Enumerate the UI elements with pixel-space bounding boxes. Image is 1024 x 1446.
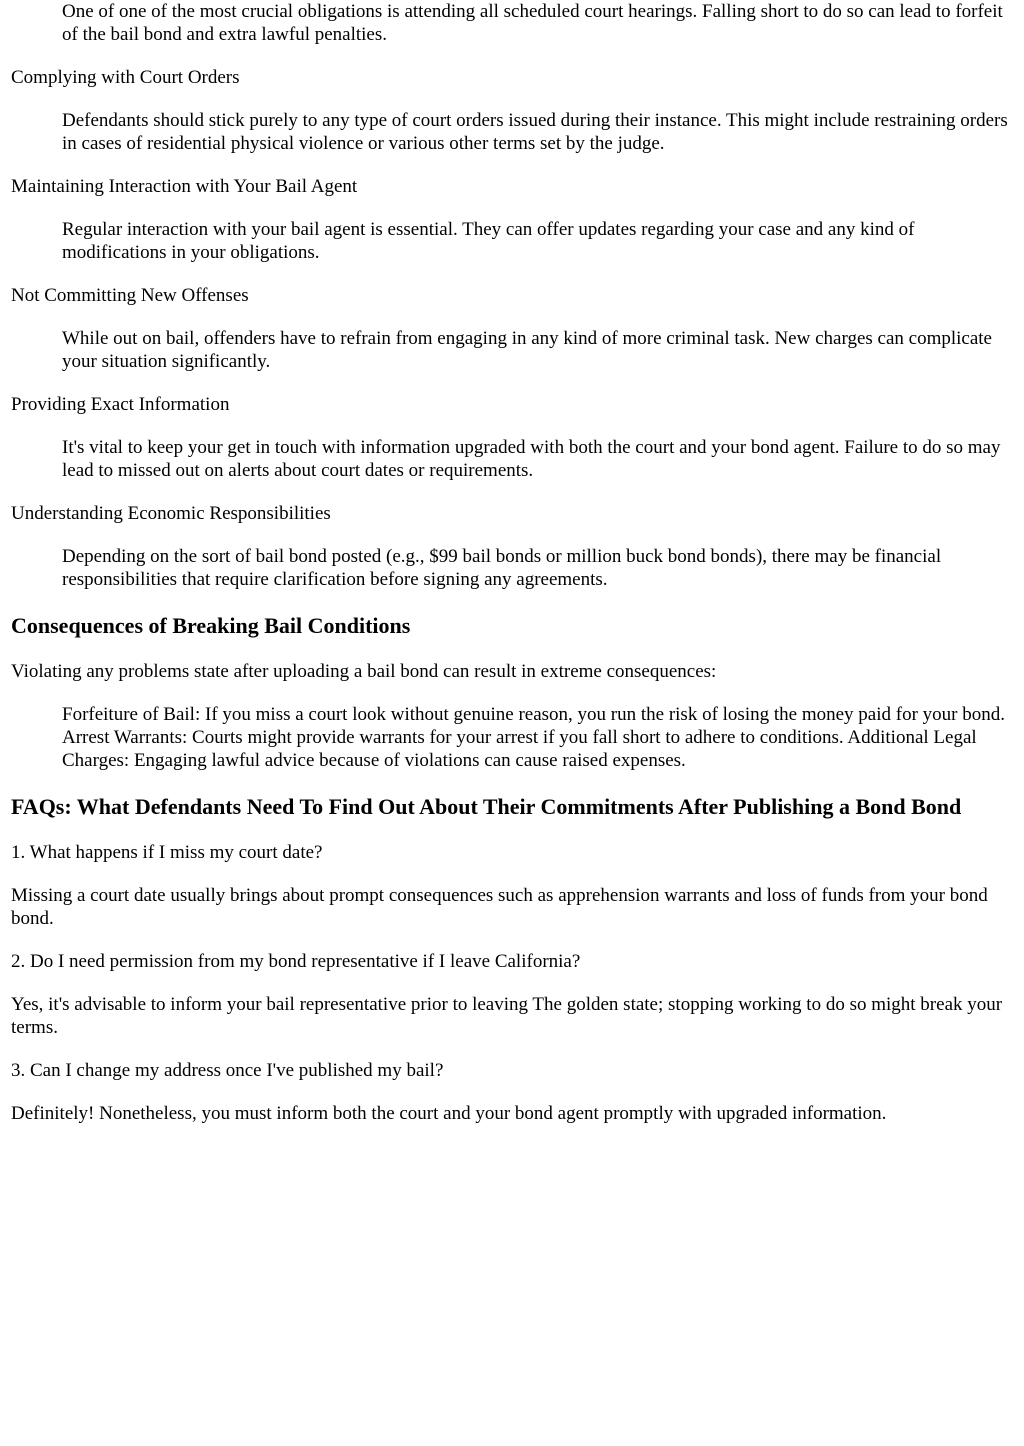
- faqs-heading: FAQs: What Defendants Need To Find Out About Their Commitments After Publishing a Bond Bond: [11, 794, 962, 819]
- obligation-title: Not Committing New Offenses: [11, 285, 249, 306]
- obligation-title: Maintaining Interaction with Your Bail Agent: [11, 176, 358, 197]
- consequences-intro: Violating any problems state after uploading a bail bond can result in extreme consequences:: [11, 661, 717, 682]
- faq-answer: Missing a court date usually brings about prompt consequences such as apprehension warrants and loss of funds from your bond bond.: [11, 885, 988, 929]
- faq-question: 1. What happens if I miss my court date?: [11, 842, 323, 863]
- faq-question: 3. Can I change my address once I've published my bail?: [11, 1060, 444, 1081]
- obligation-description: Defendants should stick purely to any type of court orders issued during their instance. This might include restraining orders in cases of residential physical violence or various other terms set by the judge.: [62, 110, 1008, 154]
- obligation-description: While out on bail, offenders have to refrain from engaging in any kind of more criminal task. New charges can complicate your situation significantly.: [62, 328, 992, 372]
- faq-answer: Definitely! Nonetheless, you must inform both the court and your bond agent promptly with upgraded information.: [11, 1103, 887, 1124]
- obligation-description: Regular interaction with your bail agent is essential. They can offer updates regarding your case and any kind of modifications in your obligations.: [62, 219, 915, 263]
- obligation-title: Providing Exact Information: [11, 394, 230, 415]
- obligation-description: Depending on the sort of bail bond posted (e.g., $99 bail bonds or million buck bond bonds), there may be financial responsibilities that require clarification before signing any agreements.: [62, 546, 942, 590]
- faq-question: 2. Do I need permission from my bond representative if I leave California?: [11, 951, 581, 972]
- consequences-list: Forfeiture of Bail: If you miss a court look without genuine reason, you run the risk of losing the money paid for your bond. Arrest Warrants: Courts might provide warrants for your arrest if you fall short to adhere to conditions. Additional Legal Charges: Engaging lawful advice because of violations can cause raised expenses.: [62, 704, 1005, 771]
- obligation-title: Understanding Economic Responsibilities: [11, 503, 331, 524]
- consequences-heading: Consequences of Breaking Bail Conditions: [11, 613, 411, 638]
- faq-answer: Yes, it's advisable to inform your bail representative prior to leaving The golden state; stopping working to do so might break your terms.: [11, 994, 1003, 1038]
- obligation-description: It's vital to keep your get in touch with information upgraded with both the court and your bond agent. Failure to do so may lead to missed out on alerts about court dates or requirements.: [62, 437, 1001, 481]
- obligation-title: Complying with Court Orders: [11, 67, 240, 88]
- obligation-description: One of one of the most crucial obligations is attending all scheduled court hearings. Falling short to do so can lead to forfeit of the bail bond and extra lawful penalties.: [62, 1, 1003, 45]
